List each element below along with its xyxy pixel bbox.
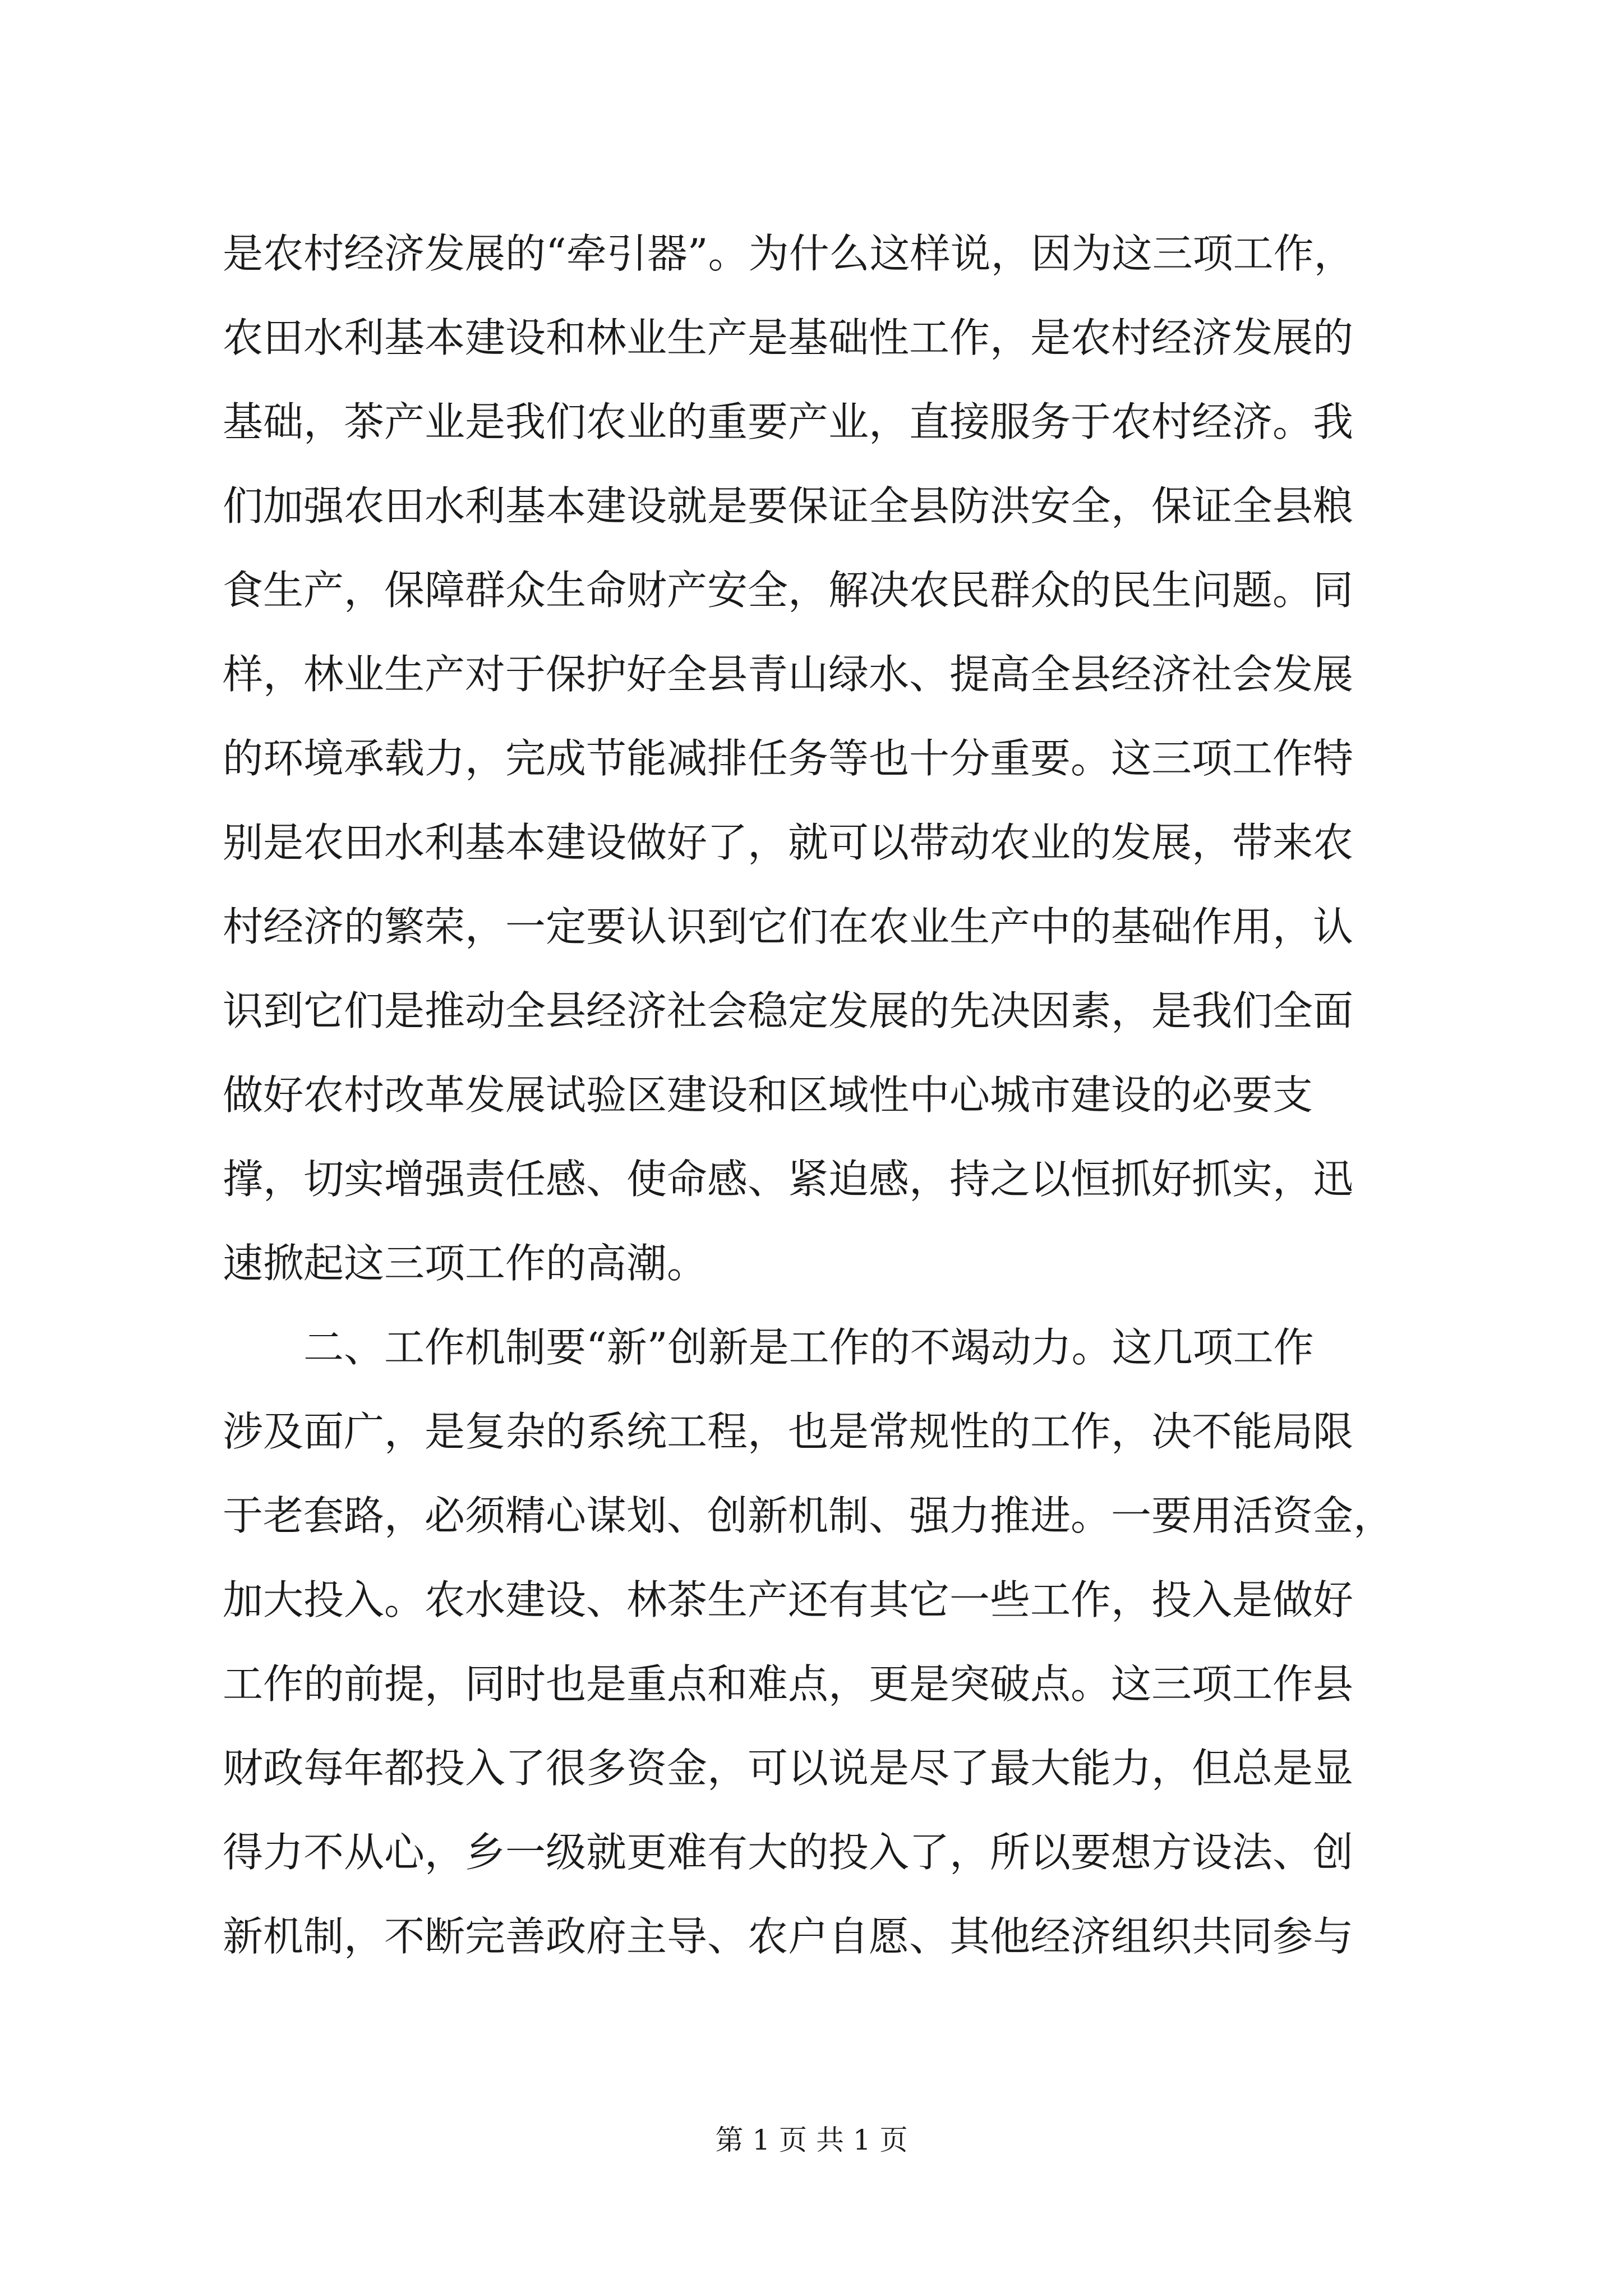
text-line: 工作的前提，同时也是重点和难点，更是突破点。这三项工作县 <box>223 1660 1354 1708</box>
text-line: 村经济的繁荣，一定要认识到它们在农业生产中的基础作用，认 <box>223 903 1354 950</box>
text-line: 是农村经济发展的“牵引器”。为什么这样说，因为这三项工作， <box>223 230 1354 277</box>
text-line: 识到它们是推动全县经济社会稳定发展的先决因素，是我们全面 <box>223 987 1354 1034</box>
page-number: 第 1 页 共 1 页 <box>715 2124 908 2156</box>
text-line: 新机制，不断完善政府主导、农户自愿、其他经济组织共同参与 <box>223 1913 1354 1960</box>
text-line: 别是农田水利基本建设做好了，就可以带动农业的发展，带来农 <box>223 819 1354 866</box>
text-line: 财政每年都投入了很多资金，可以说是尽了最大能力，但总是显 <box>223 1745 1354 1792</box>
text-line: 得力不从心，乡一级就更难有大的投入了，所以要想方设法、创 <box>223 1829 1354 1876</box>
text-line: 速掀起这三项工作的高潮。 <box>223 1240 708 1287</box>
paragraph-heading-line: 二、工作机制要“新”创新是工作的不竭动力。这几项工作 <box>303 1324 1314 1371</box>
text-line: 涉及面广，是复杂的系统工程，也是常规性的工作，决不能局限 <box>223 1408 1354 1455</box>
text-line: 加大投入。农水建设、林茶生产还有其它一些工作，投入是做好 <box>223 1576 1354 1623</box>
text-line: 做好农村改革发展试验区建设和区域性中心城市建设的必要支 <box>223 1071 1313 1119</box>
text-line: 们加强农田水利基本建设就是要保证全县防洪安全，保证全县粮 <box>223 482 1354 530</box>
text-line: 农田水利基本建设和林业生产是基础性工作，是农村经济发展的 <box>223 314 1354 361</box>
text-line: 撑，切实增强责任感、使命感、紧迫感，持之以恒抓好抓实，迅 <box>223 1156 1354 1203</box>
text-line: 样，林业生产对于保护好全县青山绿水、提高全县经济社会发展 <box>223 651 1354 698</box>
text-line: 基础，茶产业是我们农业的重要产业，直接服务于农村经济。我 <box>223 398 1354 445</box>
text-line: 于老套路，必须精心谋划、创新机制、强力推进。一要用活资金， <box>223 1492 1394 1539</box>
text-line: 的环境承载力，完成节能减排任务等也十分重要。这三项工作特 <box>223 735 1354 782</box>
text-line: 食生产，保障群众生命财产安全，解决农民群众的民生问题。同 <box>223 567 1354 614</box>
